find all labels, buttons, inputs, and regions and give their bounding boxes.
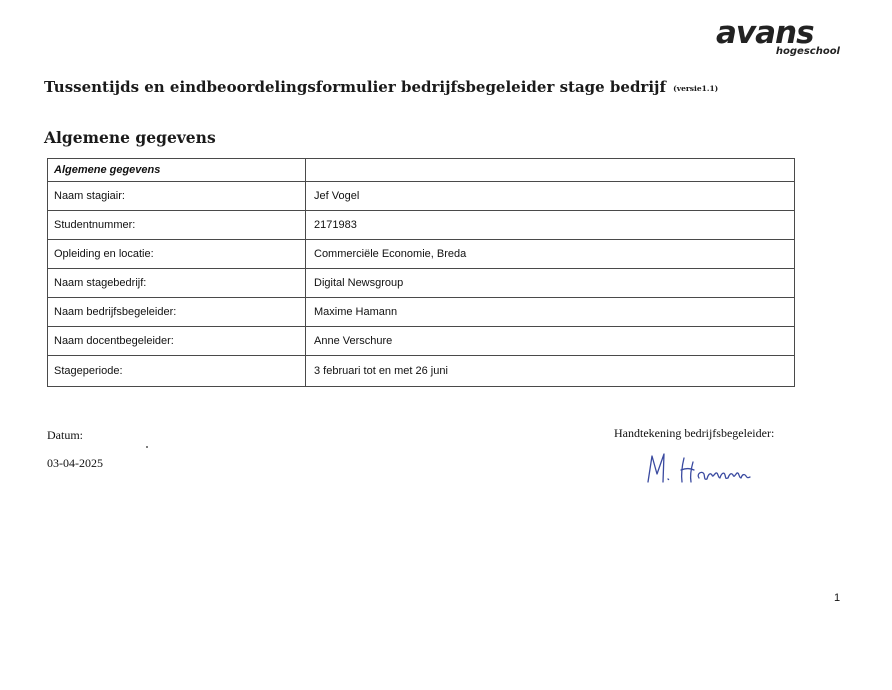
logo-wordmark: avans [716,15,814,51]
table-row-internship-period [48,356,795,387]
row-label: Stageperiode: [48,356,306,387]
row-value: Commerciële Economie, Breda [306,240,795,269]
table-row-student-name [48,182,795,211]
table-row-program-location [48,240,795,269]
logo-tagline: hogeschool [775,46,840,57]
row-label: Naam stagiair: [48,182,306,211]
document-title-text: Tussentijds en eindbeoordelingsformulier bedrijfsbegeleider stage bedrijf [44,78,666,96]
table-row-company-supervisor [48,298,795,327]
section-heading: Algemene gegevens [44,128,216,147]
row-label: Naam stagebedrijf: [48,269,306,298]
handwritten-signature [644,448,764,488]
signature-label: Handtekening bedrijfsbegeleider: [614,426,775,440]
avans-logo [716,16,840,60]
row-label: Studentnummer: [48,211,306,240]
row-value: 3 februari tot en met 26 juni [306,356,795,387]
table-header-label: Algemene gegevens [48,159,306,182]
date-value: 03-04-2025 [47,456,103,470]
stray-dot [146,446,148,448]
row-label: Naam docentbegeleider: [48,327,306,356]
general-info-table [47,158,795,387]
row-value: Anne Verschure [306,327,795,356]
table-row-student-number [48,211,795,240]
table-header-value [306,159,795,182]
page-number: 1 [834,592,841,604]
row-value: Jef Vogel [306,182,795,211]
table-header-row [48,159,795,182]
table-row-teacher-supervisor [48,327,795,356]
row-label: Opleiding en locatie: [48,240,306,269]
document-title [44,78,804,96]
row-value: Maxime Hamann [306,298,795,327]
row-value: Digital Newsgroup [306,269,795,298]
row-label: Naam bedrijfsbegeleider: [48,298,306,327]
document-version: (versie1.1) [673,84,719,93]
date-label: Datum: [47,428,83,442]
table-row-company [48,269,795,298]
row-value: 2171983 [306,211,795,240]
